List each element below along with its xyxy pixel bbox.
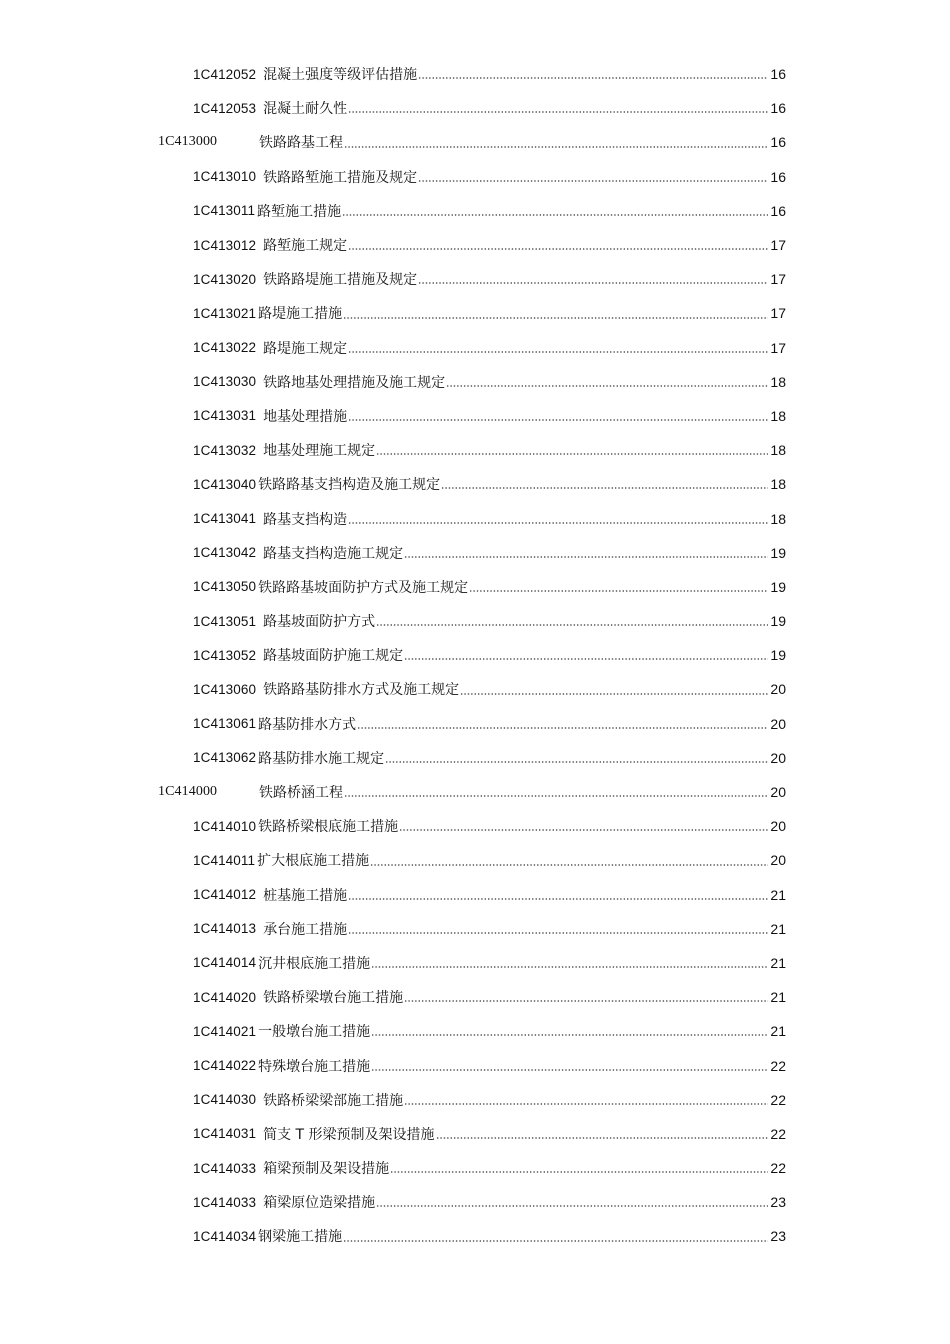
toc-section-entry[interactable] <box>0 433 950 467</box>
toc-section-entry[interactable] <box>0 843 950 877</box>
toc-entry-code: 1C414011 <box>193 852 256 868</box>
toc-chapter-entry[interactable] <box>0 125 950 159</box>
toc-entry-page-number: 19 <box>770 578 786 595</box>
dot-leader <box>348 247 768 251</box>
dot-leader <box>348 418 768 422</box>
toc-entry-code: 1C414034 <box>193 1228 257 1244</box>
toc-section-entry[interactable] <box>0 878 950 912</box>
dot-leader <box>404 555 768 559</box>
toc-entry-title: 路基防排水方式 <box>258 716 357 733</box>
dot-leader <box>342 213 768 217</box>
dot-leader <box>376 1204 768 1208</box>
dot-leader <box>348 931 768 935</box>
toc-entry-page-number: 20 <box>770 749 786 766</box>
toc-entry-code: 1C413011 <box>193 203 256 219</box>
toc-entry-code: 1C414030 <box>193 1092 257 1108</box>
toc-entry-page-number: 16 <box>770 168 786 185</box>
toc-entry-title: 地基处理施工规定 <box>263 443 376 460</box>
dot-leader <box>418 76 768 80</box>
toc-entry-title: 路基支挡构造 <box>263 511 348 528</box>
toc-section-entry[interactable] <box>0 1219 950 1253</box>
toc-section-entry[interactable] <box>0 296 950 330</box>
dot-leader <box>344 794 768 798</box>
toc-entry-page-number: 23 <box>770 1194 786 1211</box>
toc-section-entry[interactable] <box>0 604 950 638</box>
toc-entry-page-number: 17 <box>770 305 786 322</box>
dot-leader <box>343 1239 768 1243</box>
dot-leader <box>357 726 768 730</box>
toc-section-entry[interactable] <box>0 262 950 296</box>
dot-leader <box>385 760 768 764</box>
toc-entry-page-number: 22 <box>770 1057 786 1074</box>
toc-section-entry[interactable] <box>0 1117 950 1151</box>
toc-entry-code: 1C413000 <box>158 134 218 150</box>
toc-entry-title: 钢梁施工措施 <box>258 1229 343 1246</box>
toc-entry-page-number: 20 <box>770 784 786 801</box>
toc-entry-code: 1C413041 <box>193 511 257 527</box>
toc-entry-page-number: 16 <box>770 66 786 83</box>
dot-leader <box>418 179 768 183</box>
toc-entry-code: 1C414022 <box>193 1058 257 1074</box>
toc-entry-title: 铁路路堑施工措施及规定 <box>263 169 418 186</box>
toc-entry-title: 扩大根底施工措施 <box>257 853 370 870</box>
toc-entry-title: 桩基施工措施 <box>263 887 348 904</box>
toc-entry-page-number: 20 <box>770 715 786 732</box>
toc-entry-title: 混凝土耐久性 <box>263 101 348 118</box>
toc-entry-page-number: 19 <box>770 647 786 664</box>
toc-entry-code: 1C414012 <box>193 887 257 903</box>
dot-leader <box>376 623 768 627</box>
toc-entry-code: 1C412053 <box>193 100 257 116</box>
toc-section-entry[interactable] <box>0 980 950 1014</box>
dot-leader <box>441 486 768 490</box>
toc-entry-page-number: 19 <box>770 544 786 561</box>
toc-entry-page-number: 16 <box>770 100 786 117</box>
toc-entry-title: 路基坡面防护方式 <box>263 614 376 631</box>
toc-entry-code: 1C413020 <box>193 271 257 287</box>
toc-entry-code: 1C413050 <box>193 579 257 595</box>
toc-entry-page-number: 18 <box>770 442 786 459</box>
toc-entry-code: 1C413021 <box>193 305 257 321</box>
dot-leader <box>446 384 768 388</box>
dot-leader <box>404 999 768 1003</box>
toc-entry-code: 1C412052 <box>193 66 257 82</box>
dot-leader <box>371 1033 768 1037</box>
toc-entry-code: 1C414031 <box>193 1126 257 1142</box>
toc-entry-page-number: 16 <box>770 202 786 219</box>
toc-section-entry[interactable] <box>0 399 950 433</box>
toc-entry-title: 一般墩台施工措施 <box>258 1024 371 1041</box>
toc-entry-code: 1C413032 <box>193 442 257 458</box>
toc-section-entry[interactable] <box>0 91 950 125</box>
toc-entry-code: 1C413012 <box>193 237 257 253</box>
toc-entry-page-number: 16 <box>770 134 786 151</box>
dot-leader <box>343 316 768 320</box>
toc-section-entry[interactable] <box>0 741 950 775</box>
toc-section-entry[interactable] <box>0 467 950 501</box>
toc-entry-page-number: 20 <box>770 852 786 869</box>
toc-entry-title: 混凝土强度等级评估措施 <box>263 67 418 84</box>
toc-entry-title: 路堤施工规定 <box>263 340 348 357</box>
toc-entry-title: 铁路路基工程 <box>259 135 343 152</box>
toc-section-entry[interactable] <box>0 1048 950 1082</box>
toc-entry-page-number: 22 <box>770 1091 786 1108</box>
toc-section-entry[interactable] <box>0 1185 950 1219</box>
toc-entry-page-number: 21 <box>770 954 786 971</box>
toc-entry-page-number: 21 <box>770 989 786 1006</box>
toc-section-entry[interactable] <box>0 946 950 980</box>
toc-entry-code: 1C413062 <box>193 750 257 766</box>
dot-leader <box>348 521 768 525</box>
toc-entry-page-number: 18 <box>770 510 786 527</box>
toc-section-entry[interactable] <box>0 160 950 194</box>
toc-entry-code: 1C414014 <box>193 955 257 971</box>
toc-entry-code: 1C413061 <box>193 716 257 732</box>
toc-entry-page-number: 18 <box>770 407 786 424</box>
toc-entry-code: 1C414020 <box>193 989 257 1005</box>
toc-entry-code: 1C413031 <box>193 408 257 424</box>
toc-entry-code: 1C414033 <box>193 1160 257 1176</box>
toc-section-entry[interactable] <box>0 1083 950 1117</box>
dot-leader <box>469 589 768 593</box>
toc-entry-page-number: 18 <box>770 373 786 390</box>
toc-entry-title: 铁路路基防排水方式及施工规定 <box>263 682 460 699</box>
toc-section-entry[interactable] <box>0 331 950 365</box>
toc-entry-code: 1C413051 <box>193 613 257 629</box>
toc-section-entry[interactable] <box>0 707 950 741</box>
dot-leader <box>371 965 768 969</box>
toc-entry-code: 1C413030 <box>193 374 257 390</box>
toc-entry-title: 地基处理措施 <box>263 408 348 425</box>
toc-section-entry[interactable] <box>0 228 950 262</box>
toc-section-entry[interactable] <box>0 672 950 706</box>
toc-entry-page-number: 22 <box>770 1160 786 1177</box>
toc-entry-title: 特殊墩台施工措施 <box>258 1058 371 1075</box>
toc-entry-page-number: 20 <box>770 681 786 698</box>
toc-entry-page-number: 17 <box>770 339 786 356</box>
toc-entry-page-number: 19 <box>770 613 786 630</box>
toc-entry-title: 路堑施工措施 <box>257 203 342 220</box>
toc-entry-title: 箱梁预制及架设措施 <box>263 1161 390 1178</box>
dot-leader <box>436 1136 768 1140</box>
toc-entry-code: 1C414010 <box>193 818 257 834</box>
toc-entry-title: 铁路桥梁梁部施工措施 <box>263 1092 404 1109</box>
toc-section-entry[interactable] <box>0 194 950 228</box>
toc-entry-title: 铁路桥梁墩台施工措施 <box>263 990 404 1007</box>
toc-section-entry[interactable] <box>0 536 950 570</box>
toc-entry-code: 1C414021 <box>193 1023 257 1039</box>
toc-entry-title: 铁路桥梁根底施工措施 <box>258 819 399 836</box>
dot-leader <box>418 281 768 285</box>
toc-chapter-entry[interactable] <box>0 775 950 809</box>
toc-entry-title: 简支 T 形梁预制及架设措施 <box>263 1126 435 1143</box>
toc-section-entry[interactable] <box>0 501 950 535</box>
toc-entry-title: 路基坡面防护施工规定 <box>263 648 404 665</box>
toc-section-entry[interactable] <box>0 570 950 604</box>
toc-entry-title: 路堑施工规定 <box>263 238 348 255</box>
dot-leader <box>370 863 768 867</box>
dot-leader <box>404 657 768 661</box>
toc-entry-code: 1C414033 <box>193 1194 257 1210</box>
dot-leader <box>348 350 768 354</box>
toc-section-entry[interactable] <box>0 1151 950 1185</box>
toc-entry-code: 1C414000 <box>158 784 218 800</box>
toc-entry-title: 承台施工措施 <box>263 921 348 938</box>
toc-entry-code: 1C413060 <box>193 681 257 697</box>
dot-leader <box>348 897 768 901</box>
toc-entry-title: 路基防排水施工规定 <box>258 750 385 767</box>
dot-leader <box>404 1102 768 1106</box>
toc-entry-page-number: 21 <box>770 1023 786 1040</box>
toc-entry-code: 1C413010 <box>193 169 257 185</box>
toc-entry-title: 铁路路堤施工措施及规定 <box>263 272 418 289</box>
toc-entry-title: 铁路路基坡面防护方式及施工规定 <box>258 579 469 596</box>
toc-entry-title: 铁路桥涵工程 <box>259 785 343 802</box>
toc-entry-page-number: 18 <box>770 476 786 493</box>
toc-section-entry[interactable] <box>0 809 950 843</box>
toc-section-entry[interactable] <box>0 912 950 946</box>
toc-entry-title: 箱梁原位造梁措施 <box>263 1195 376 1212</box>
toc-entry-code: 1C413042 <box>193 545 257 561</box>
toc-entry-page-number: 17 <box>770 271 786 288</box>
dot-leader <box>376 452 768 456</box>
toc-entry-page-number: 21 <box>770 920 786 937</box>
toc-section-entry[interactable] <box>0 638 950 672</box>
toc-entry-page-number: 23 <box>770 1228 786 1245</box>
toc-section-entry[interactable] <box>0 57 950 91</box>
dot-leader <box>460 692 768 696</box>
toc-section-entry[interactable] <box>0 365 950 399</box>
toc-entry-code: 1C413052 <box>193 647 257 663</box>
toc-entry-code: 1C414013 <box>193 921 257 937</box>
toc-entry-code: 1C413022 <box>193 340 257 356</box>
toc-entry-code: 1C413040 <box>193 476 257 492</box>
toc-entry-title: 路堤施工措施 <box>258 306 343 323</box>
toc-entry-title: 沉井根底施工措施 <box>258 955 371 972</box>
table-of-contents <box>0 57 950 1254</box>
toc-entry-page-number: 20 <box>770 818 786 835</box>
dot-leader <box>348 110 768 114</box>
toc-entry-page-number: 21 <box>770 886 786 903</box>
toc-entry-title: 路基支挡构造施工规定 <box>263 545 404 562</box>
dot-leader <box>399 828 768 832</box>
toc-section-entry[interactable] <box>0 1014 950 1048</box>
dot-leader <box>344 145 768 149</box>
toc-entry-title: 铁路路基支挡构造及施工规定 <box>258 477 441 494</box>
toc-entry-title: 铁路地基处理措施及施工规定 <box>263 374 446 391</box>
toc-entry-page-number: 22 <box>770 1125 786 1142</box>
dot-leader <box>390 1170 768 1174</box>
dot-leader <box>371 1068 768 1072</box>
toc-entry-page-number: 17 <box>770 237 786 254</box>
